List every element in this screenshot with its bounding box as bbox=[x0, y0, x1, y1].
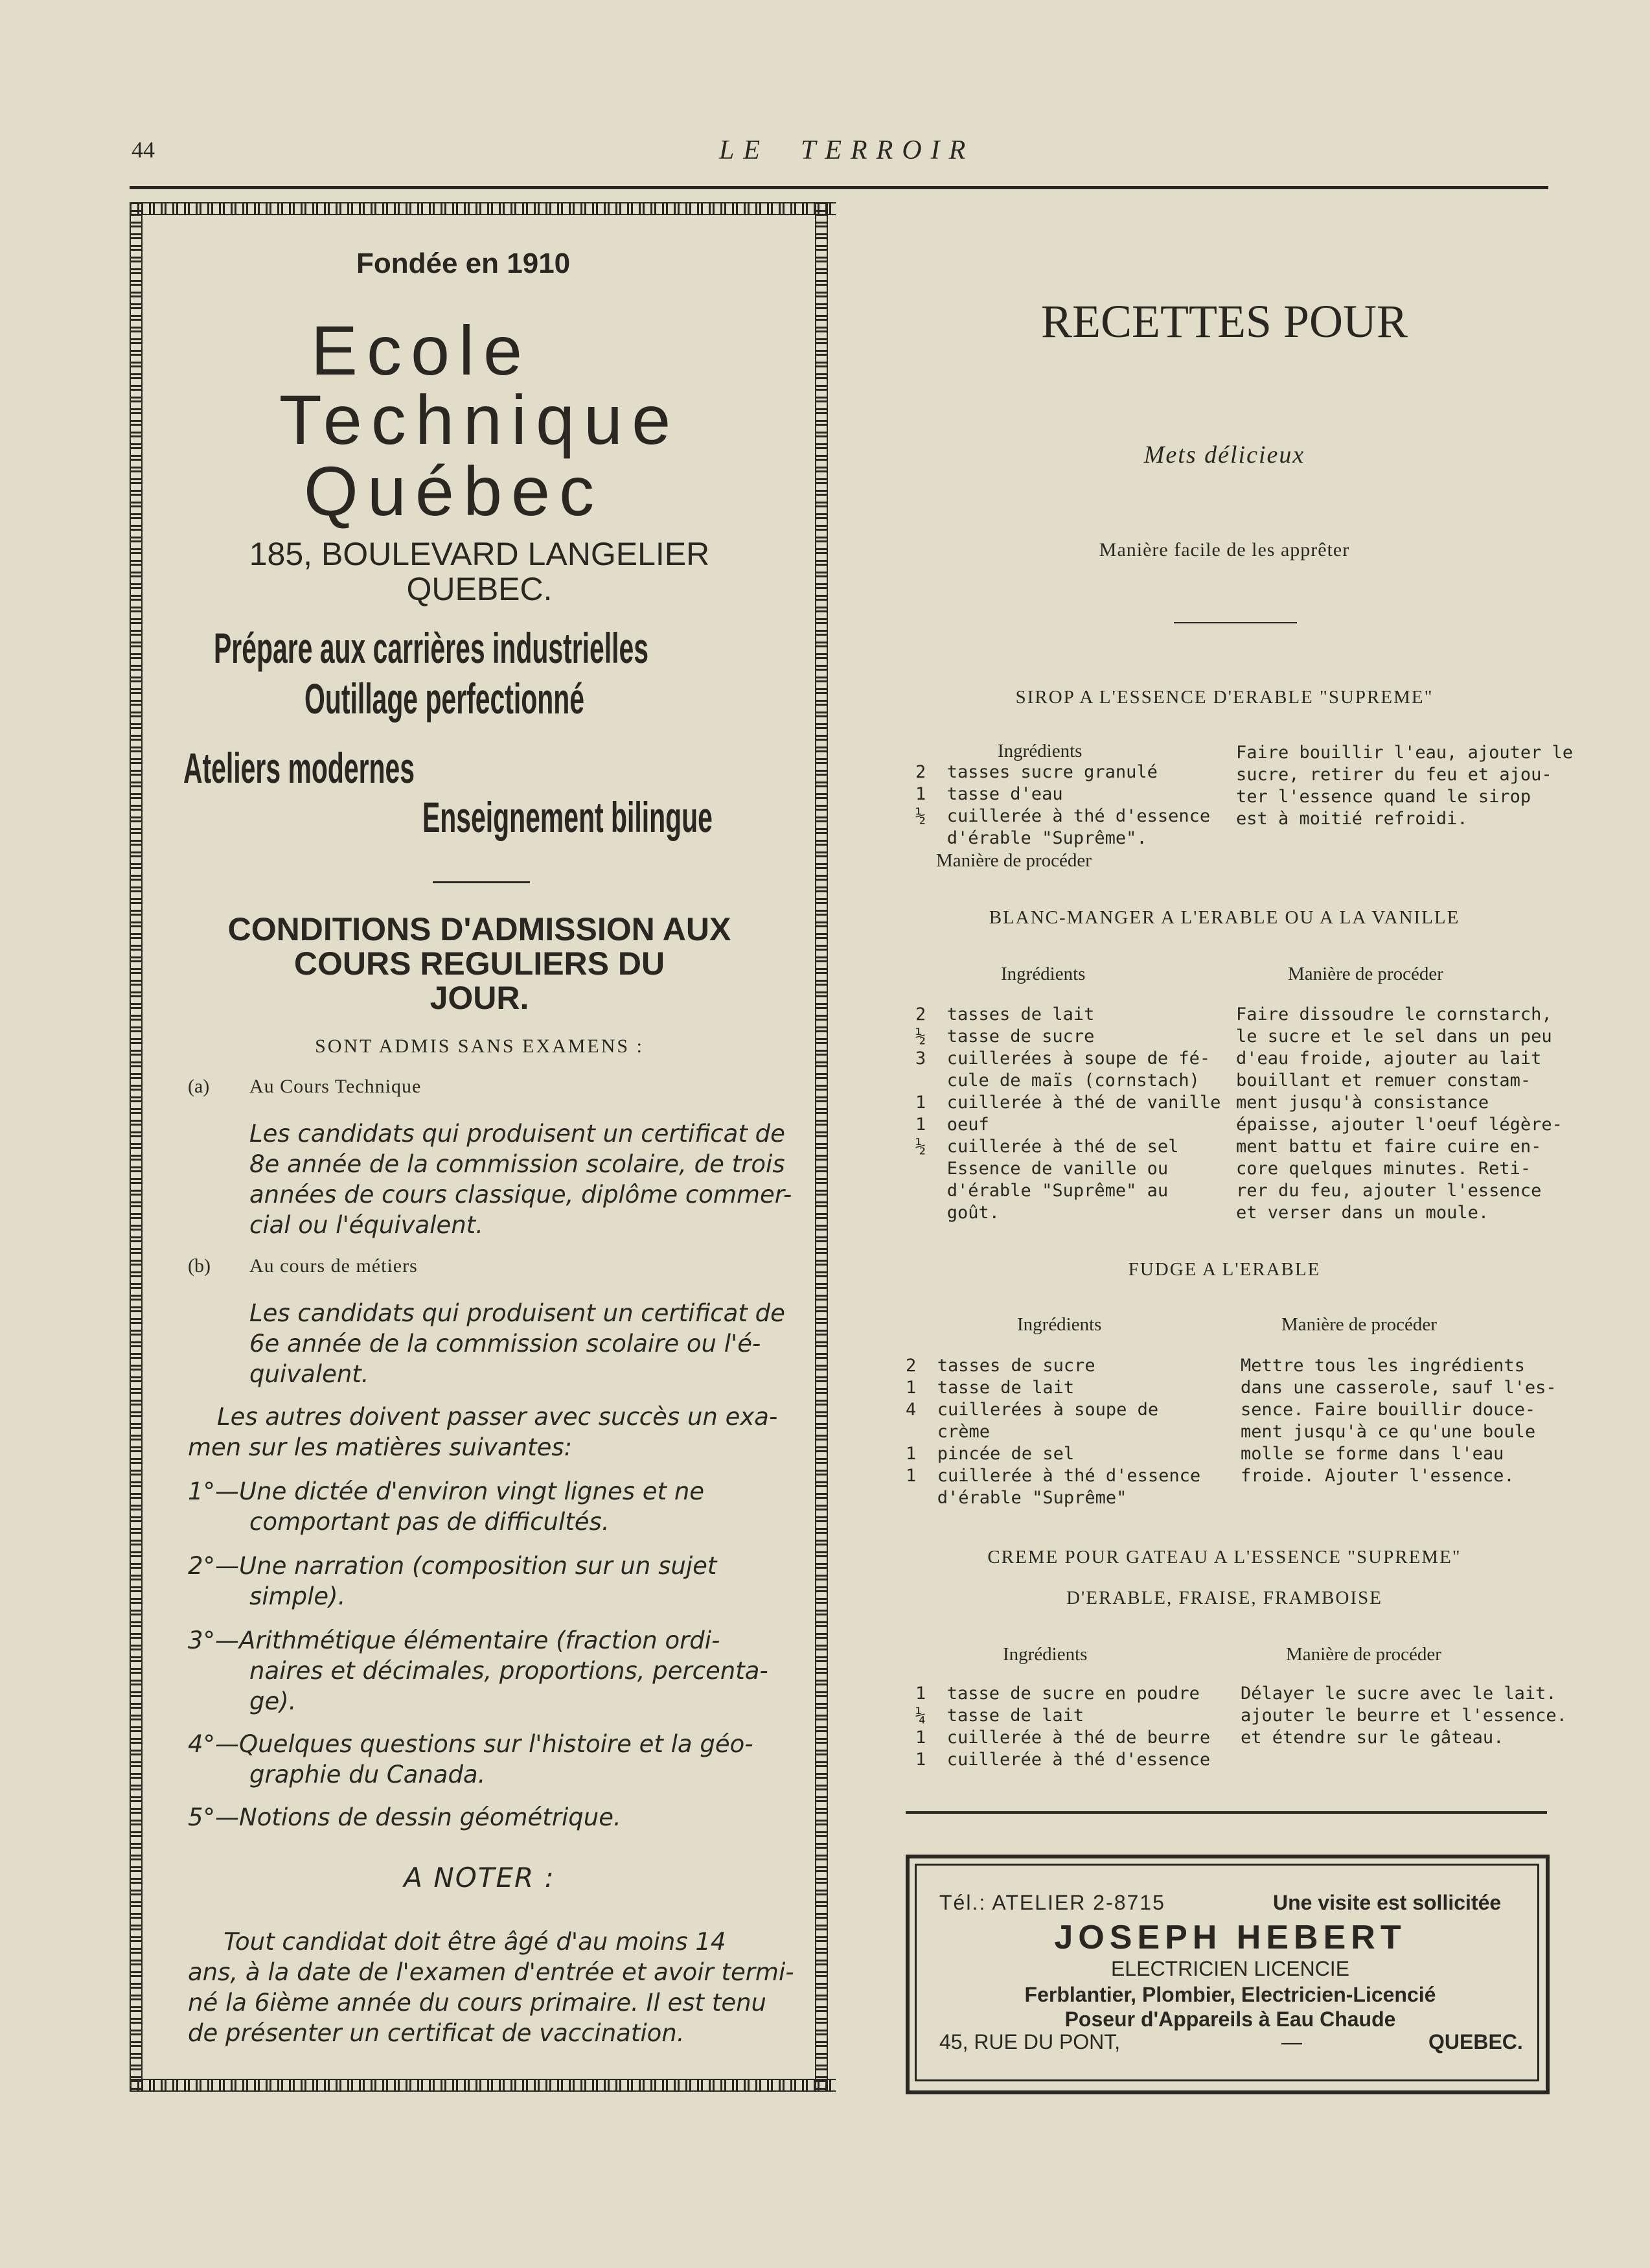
hebert-line2: Poseur d'Appareils à Eau Chaude bbox=[1064, 2008, 1396, 2031]
blanc-method-3: d'eau froide, ajouter au lait bbox=[1236, 1048, 1542, 1069]
subject-1-line-1: 1°—Une dictée d'environ vingt lignes et ne bbox=[188, 1477, 705, 1505]
fudge-method-5: molle se forme dans l'eau bbox=[1241, 1444, 1504, 1464]
creme-method-heading: Manière de procéder bbox=[1286, 1644, 1441, 1665]
blanc-ing-4: cule de maïs (cornstach) bbox=[915, 1070, 1200, 1091]
sirop-ing-3: ½ cuillerée à thé d'essence bbox=[915, 806, 1211, 826]
blanc-method-7: ment battu et faire cuire en- bbox=[1236, 1137, 1542, 1157]
conditions-title-3: JOUR. bbox=[430, 980, 529, 1016]
note-line-3: né la 6ième année du cours primaire. Il est tenu bbox=[188, 1989, 766, 2017]
hebert-dash: — bbox=[1281, 2030, 1302, 2054]
subject-5-line-1: 5°—Notions de dessin géométrique. bbox=[188, 1803, 621, 1831]
blanc-method-10: et verser dans un moule. bbox=[1236, 1203, 1489, 1223]
sirop-ing-4: d'érable "Suprême". bbox=[915, 828, 1147, 848]
sirop-method-heading: Manière de procéder bbox=[936, 850, 1092, 871]
note-line-2: ans, à la date de l'examen d'entrée et avoir termi- bbox=[188, 1958, 794, 1986]
subject-1-line-2: comportant pas de difficultés. bbox=[249, 1508, 610, 1536]
hebert-address: 45, RUE DU PONT, bbox=[939, 2030, 1121, 2054]
fudge-title: FUDGE A L'ERABLE bbox=[1128, 1259, 1321, 1280]
journal-title: LE TERROIR bbox=[719, 135, 975, 165]
subject-2-line-2: simple). bbox=[249, 1582, 346, 1610]
hebert-title: ELECTRICIEN LICENCIE bbox=[1110, 1957, 1350, 1980]
creme-method-3: et étendre sur le gâteau. bbox=[1241, 1728, 1504, 1748]
subject-3-line-2: naires et décimales, proportions, percenta- bbox=[249, 1657, 768, 1685]
blanc-ing-heading: Ingrédients bbox=[1001, 964, 1086, 984]
creme-ing-3: 1 cuillerée à thé de beurre bbox=[915, 1728, 1211, 1748]
blanc-ing-9: d'érable "Suprême" au bbox=[915, 1181, 1169, 1201]
fudge-method-6: froide. Ajouter l'essence. bbox=[1241, 1466, 1515, 1486]
note-line-1: Tout candidat doit être âgé d'au moins 14 bbox=[223, 1928, 726, 1956]
sirop-ing-2: 1 tasse d'eau bbox=[915, 784, 1063, 804]
school-name-3: Québec bbox=[303, 452, 604, 530]
creme-title-2: D'ERABLE, FRAISE, FRAMBOISE bbox=[1066, 1588, 1382, 1608]
section-a-title: Au Cours Technique bbox=[249, 1076, 422, 1097]
fudge-ing-7: d'érable "Suprême" bbox=[906, 1488, 1127, 1508]
fudge-ing-6: 1 cuillerée à thé d'essence bbox=[906, 1466, 1201, 1486]
section-b-title: Au cours de métiers bbox=[249, 1255, 418, 1277]
divider bbox=[433, 881, 530, 883]
blanc-ing-2: ½ tasse de sucre bbox=[915, 1026, 1095, 1047]
founded-text: Fondée en 1910 bbox=[356, 248, 571, 279]
fudge-method-1: Mettre tous les ingrédients bbox=[1241, 1356, 1525, 1376]
recipes-subtitle: Mets délicieux bbox=[1143, 441, 1305, 469]
section-a-line-2: 8e année de la commission scolaire, de trois bbox=[249, 1150, 785, 1178]
recipes-divider bbox=[1174, 622, 1297, 623]
sirop-ing-heading: Ingrédients bbox=[998, 741, 1083, 761]
sirop-method-4: est à moitié refroidi. bbox=[1236, 809, 1468, 829]
fudge-method-2: dans une casserole, sauf l'es- bbox=[1241, 1378, 1557, 1398]
blanc-ing-6: 1 oeuf bbox=[915, 1115, 989, 1135]
blanc-ing-8: Essence de vanille ou bbox=[915, 1159, 1169, 1179]
hebert-city: QUEBEC. bbox=[1428, 2030, 1523, 2054]
section-b-label: (b) bbox=[188, 1255, 211, 1277]
subject-3-line-1: 3°—Arithmétique élémentaire (fraction ordi- bbox=[188, 1626, 720, 1654]
slogan-3: Ateliers modernes bbox=[183, 744, 415, 792]
creme-title-1: CREME POUR GATEAU A L'ESSENCE "SUPREME" bbox=[987, 1547, 1461, 1568]
blanc-ing-3: 3 cuillerées à soupe de fé- bbox=[915, 1048, 1211, 1069]
note-title: A NOTER : bbox=[404, 1862, 555, 1893]
blanc-method-heading: Manière de procéder bbox=[1288, 964, 1443, 984]
chain-border-left bbox=[130, 202, 143, 2092]
others-line-1: Les autres doivent passer avec succès un exa- bbox=[217, 1403, 778, 1431]
creme-ing-4: 1 cuillerée à thé d'essence bbox=[915, 1750, 1211, 1770]
creme-ing-2: ¼ tasse de lait bbox=[915, 1706, 1084, 1726]
fudge-ing-heading: Ingrédients bbox=[1017, 1314, 1102, 1335]
blanc-ing-10: goût. bbox=[915, 1203, 1000, 1223]
blanc-method-5: ment jusqu'à consistance bbox=[1236, 1093, 1489, 1113]
fudge-method-3: sence. Faire bouillir douce- bbox=[1241, 1400, 1536, 1420]
page-number: 44 bbox=[132, 137, 155, 163]
recipes-tagline: Manière facile de les apprêter bbox=[1099, 539, 1350, 561]
sirop-method-3: ter l'essence quand le sirop bbox=[1236, 787, 1531, 807]
section-a-label: (a) bbox=[188, 1076, 210, 1097]
hebert-visit: Une visite est sollicitée bbox=[1273, 1891, 1502, 1914]
fudge-ing-4: crème bbox=[906, 1422, 991, 1442]
hebert-tel: Tél.: ATELIER 2-8715 bbox=[939, 1891, 1165, 1914]
header-rule bbox=[130, 186, 1548, 189]
school-name-1: Ecole bbox=[310, 311, 532, 389]
fudge-ing-2: 1 tasse de lait bbox=[906, 1378, 1075, 1398]
sirop-ing-1: 2 tasses sucre granulé bbox=[915, 762, 1158, 782]
section-a-line-4: cial ou l'équivalent. bbox=[249, 1211, 483, 1239]
school-address-1: 185, BOULEVARD LANGELIER bbox=[249, 536, 710, 572]
school-name-2: Technique bbox=[279, 380, 680, 459]
blanc-ing-7: ½ cuillerée à thé de sel bbox=[915, 1137, 1179, 1157]
fudge-method-4: ment jusqu'à ce qu'une boule bbox=[1241, 1422, 1536, 1442]
recipes-end-rule bbox=[906, 1811, 1547, 1814]
slogan-4: Enseignement bilingue bbox=[422, 793, 713, 841]
hebert-line1: Ferblantier, Plombier, Electricien-Licencié bbox=[1024, 1983, 1436, 2006]
blanc-method-1: Faire dissoudre le cornstarch, bbox=[1236, 1004, 1552, 1024]
section-b-line-2: 6e année de la commission scolaire ou l'é- bbox=[249, 1330, 761, 1358]
hebert-name: JOSEPH HEBERT bbox=[1054, 1919, 1406, 1956]
blanc-method-8: core quelques minutes. Reti- bbox=[1236, 1159, 1531, 1179]
chain-border-bottom bbox=[130, 2079, 836, 2092]
section-b-line-3: quivalent. bbox=[249, 1360, 369, 1388]
chain-border-right bbox=[815, 202, 828, 2092]
blanc-method-9: rer du feu, ajouter l'essence bbox=[1236, 1181, 1542, 1201]
no-exam-heading: SONT ADMIS SANS EXAMENS : bbox=[315, 1036, 644, 1057]
subject-4-line-1: 4°—Quelques questions sur l'histoire et la géo- bbox=[188, 1730, 753, 1758]
subject-2-line-1: 2°—Une narration (composition sur un sujet bbox=[188, 1552, 717, 1580]
note-line-4: de présenter un certificat de vaccination. bbox=[188, 2019, 685, 2047]
blanc-ing-1: 2 tasses de lait bbox=[915, 1004, 1095, 1024]
blanc-method-6: épaisse, ajouter l'oeuf légère- bbox=[1236, 1115, 1563, 1135]
subject-4-line-2: graphie du Canada. bbox=[249, 1761, 486, 1788]
school-address-2: QUEBEC. bbox=[406, 571, 553, 607]
conditions-title-2: COURS REGULIERS DU bbox=[293, 945, 665, 982]
chain-border-top bbox=[130, 202, 836, 215]
creme-ing-1: 1 tasse de sucre en poudre bbox=[915, 1684, 1200, 1704]
slogan-1: Prépare aux carrières industrielles bbox=[214, 624, 649, 672]
blanc-ing-5: 1 cuillerée à thé de vanille bbox=[915, 1093, 1221, 1113]
sirop-method-2: sucre, retirer du feu et ajou- bbox=[1236, 765, 1552, 785]
conditions-title-1: CONDITIONS D'ADMISSION AUX bbox=[227, 911, 731, 947]
blanc-method-2: le sucre et le sel dans un peu bbox=[1236, 1026, 1552, 1047]
creme-method-1: Délayer le sucre avec le lait. bbox=[1241, 1684, 1557, 1704]
slogan-2: Outillage perfectionné bbox=[304, 675, 585, 723]
creme-method-2: ajouter le beurre et l'essence. bbox=[1241, 1706, 1567, 1726]
blanc-title: BLANC-MANGER A L'ERABLE OU A LA VANILLE bbox=[989, 907, 1460, 928]
creme-ing-heading: Ingrédients bbox=[1003, 1644, 1088, 1665]
section-b-line-1: Les candidats qui produisent un certificat de bbox=[249, 1299, 785, 1327]
fudge-ing-5: 1 pincée de sel bbox=[906, 1444, 1075, 1464]
others-line-2: men sur les matières suivantes: bbox=[188, 1433, 573, 1461]
section-a-line-1: Les candidats qui produisent un certificat de bbox=[249, 1120, 785, 1148]
section-a-line-3: années de cours classique, diplôme commer- bbox=[249, 1181, 792, 1209]
sirop-method-1: Faire bouillir l'eau, ajouter le bbox=[1236, 743, 1574, 763]
recipes-title: RECETTES POUR bbox=[1040, 295, 1408, 347]
blanc-method-4: bouillant et remuer constam- bbox=[1236, 1070, 1531, 1091]
fudge-ing-3: 4 cuillerées à soupe de bbox=[906, 1400, 1159, 1420]
fudge-ing-1: 2 tasses de sucre bbox=[906, 1356, 1095, 1376]
sirop-title: SIROP A L'ESSENCE D'ERABLE "SUPREME" bbox=[1015, 687, 1434, 708]
fudge-method-heading: Manière de procéder bbox=[1281, 1314, 1437, 1335]
subject-3-line-3: ge). bbox=[249, 1687, 297, 1715]
